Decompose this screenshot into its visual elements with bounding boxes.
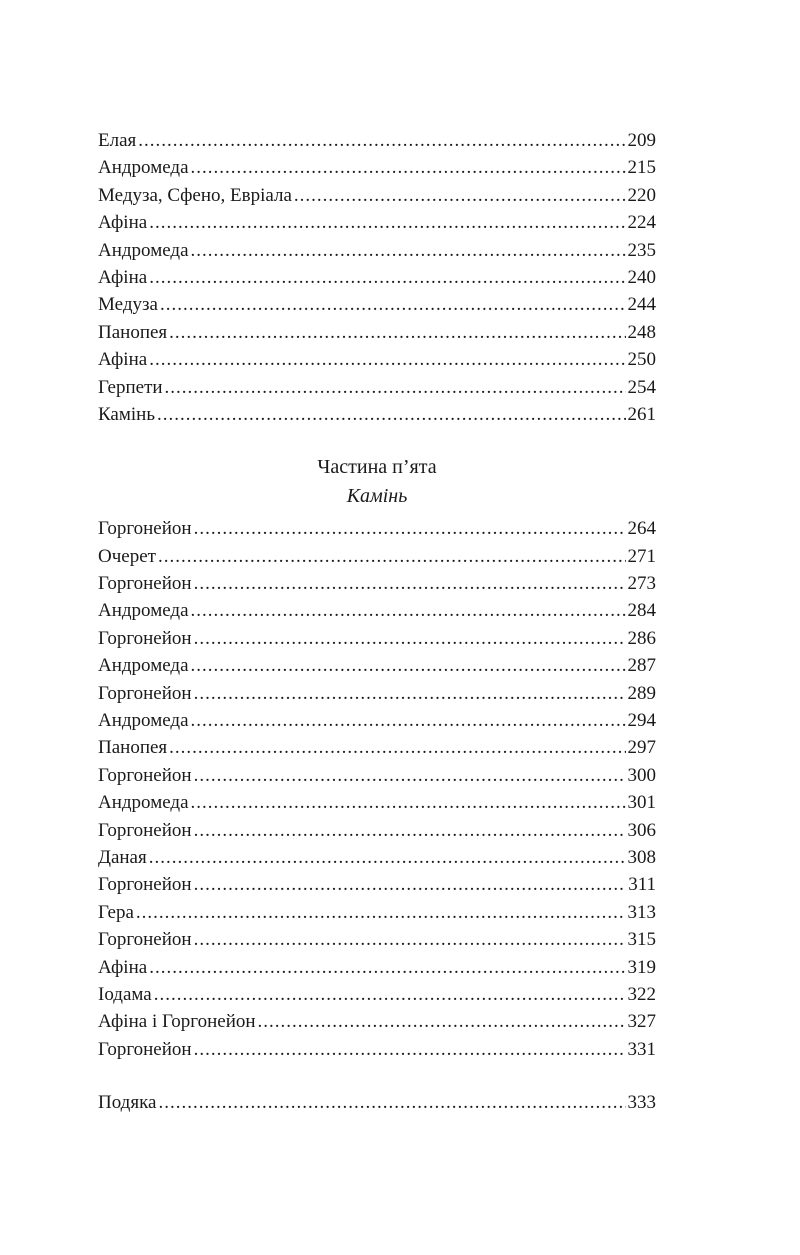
toc-entry-page: 235: [627, 239, 656, 261]
toc-entry-title: Камінь: [98, 403, 155, 425]
toc-entry-page: 306: [627, 819, 656, 841]
toc-entry[interactable]: [98, 1008, 656, 1035]
toc-entry-title: Андромеда: [98, 157, 189, 179]
toc-entry[interactable]: [98, 154, 656, 181]
toc-entry-title: Подяка: [98, 1092, 157, 1114]
toc-entry-title: Горгонейон: [98, 764, 192, 786]
toc-entry-page: 327: [627, 1011, 656, 1033]
toc-entry-title: Герпети: [98, 376, 163, 398]
toc-entry-title: Горгонейон: [98, 1038, 192, 1060]
toc-entry-title: Андромеда: [98, 600, 189, 622]
toc-entry-page: 289: [627, 682, 656, 704]
toc-leader-dots: [136, 899, 626, 926]
toc-entry-acknowledgements[interactable]: [98, 1089, 656, 1116]
toc-entry-page: 244: [627, 294, 656, 316]
toc-entry-title: Даная: [98, 846, 147, 868]
toc-leader-dots: [194, 817, 626, 844]
toc-leader-dots: [169, 734, 625, 761]
toc-entry-page: 315: [627, 929, 656, 951]
toc-entry[interactable]: [98, 1036, 656, 1063]
toc-entry[interactable]: [98, 871, 656, 898]
toc-list-part4: [98, 127, 656, 428]
toc-entry-page: 311: [628, 874, 656, 896]
toc-entry[interactable]: [98, 652, 656, 679]
toc-entry[interactable]: [98, 515, 656, 542]
toc-entry-title: Горгонейон: [98, 627, 192, 649]
toc-leader-dots: [258, 1008, 626, 1035]
toc-leader-dots: [149, 954, 625, 981]
toc-entry-page: 250: [627, 349, 656, 371]
toc-list-part5: [98, 515, 656, 1063]
toc-entry-page: 264: [627, 518, 656, 540]
toc-entry-title: Андромеда: [98, 655, 189, 677]
toc-entry-page: 240: [627, 266, 656, 288]
toc-leader-dots: [194, 871, 627, 898]
toc-entry-page: 286: [627, 627, 656, 649]
toc-entry[interactable]: [98, 817, 656, 844]
toc-entry-page: 301: [627, 792, 656, 814]
toc-leader-dots: [191, 707, 626, 734]
toc-entry-title: Очерет: [98, 545, 156, 567]
toc-entry-title: Андромеда: [98, 710, 189, 732]
toc-leader-dots: [294, 182, 626, 209]
toc-entry-title: Горгонейон: [98, 874, 192, 896]
toc-entry[interactable]: [98, 762, 656, 789]
toc-list-acknowledgements: [98, 1089, 656, 1116]
toc-entry-title: Елая: [98, 130, 137, 151]
toc-entry-title: Афіна: [98, 266, 148, 288]
toc-entry[interactable]: [98, 319, 656, 346]
toc-entry-page: 308: [627, 846, 656, 868]
toc-entry-page: 273: [627, 573, 656, 595]
toc-leader-dots: [154, 981, 626, 1008]
toc-entry[interactable]: [98, 625, 656, 652]
toc-leader-dots: [160, 291, 626, 318]
toc-entry-page: 287: [627, 655, 656, 677]
toc-entry[interactable]: [98, 209, 656, 236]
toc-leader-dots: [169, 319, 625, 346]
toc-entry-page: 322: [627, 983, 656, 1005]
toc-entry-page: 224: [627, 212, 656, 234]
toc-leader-dots: [158, 1089, 625, 1116]
toc-entry-page: 319: [627, 956, 656, 978]
toc-entry[interactable]: [98, 899, 656, 926]
toc-entry[interactable]: [98, 237, 656, 264]
toc-entry[interactable]: [98, 680, 656, 707]
toc-leader-dots: [165, 374, 626, 401]
toc-entry-title: Іодама: [98, 983, 152, 1005]
toc-entry-page: 284: [627, 600, 656, 622]
toc-entry-page: 271: [627, 545, 656, 567]
toc-entry-page: 333: [627, 1092, 656, 1114]
toc-leader-dots: [149, 346, 625, 373]
toc-page: [98, 127, 656, 1117]
toc-entry-title: Медуза, Сфено, Евріала: [98, 184, 292, 206]
toc-entry[interactable]: [98, 597, 656, 624]
toc-entry-title: Андромеда: [98, 792, 189, 814]
toc-leader-dots: [194, 515, 626, 542]
toc-entry[interactable]: [98, 789, 656, 816]
toc-entry[interactable]: [98, 291, 656, 318]
toc-entry-title: Горгонейон: [98, 682, 192, 704]
toc-entry[interactable]: [98, 182, 656, 209]
toc-leader-dots: [194, 570, 626, 597]
toc-leader-dots: [194, 762, 626, 789]
toc-entry-title: Панопея: [98, 321, 168, 343]
toc-entry-page: 209: [627, 130, 656, 151]
toc-leader-dots: [149, 209, 625, 236]
toc-leader-dots: [138, 127, 625, 154]
toc-entry-title: Горгонейон: [98, 518, 192, 540]
toc-leader-dots: [157, 401, 626, 428]
toc-entry[interactable]: [98, 543, 656, 570]
toc-entry-page: 215: [627, 157, 656, 179]
toc-entry-title: Горгонейон: [98, 819, 192, 841]
toc-entry[interactable]: [98, 401, 656, 428]
toc-leader-dots: [194, 625, 626, 652]
toc-entry-title: Панопея: [98, 737, 168, 759]
toc-entry-page: 254: [627, 376, 656, 398]
toc-leader-dots: [149, 264, 625, 291]
part-subtitle: Камінь: [346, 485, 408, 508]
toc-entry[interactable]: [98, 374, 656, 401]
toc-entry-title: Афіна і Горгонейон: [98, 1011, 256, 1033]
toc-leader-dots: [191, 597, 626, 624]
toc-leader-dots: [191, 652, 626, 679]
toc-entry-page: 248: [627, 321, 656, 343]
toc-leader-dots: [158, 543, 626, 570]
toc-leader-dots: [194, 1036, 626, 1063]
toc-entry-title: Афіна: [98, 956, 148, 978]
part-heading: [98, 454, 656, 511]
toc-entry[interactable]: [98, 981, 656, 1008]
toc-leader-dots: [191, 237, 626, 264]
toc-entry-page: 294: [627, 710, 656, 732]
toc-entry[interactable]: [98, 734, 656, 761]
toc-entry-title: Горгонейон: [98, 929, 192, 951]
toc-entry[interactable]: [98, 264, 656, 291]
toc-entry-title: Андромеда: [98, 239, 189, 261]
toc-leader-dots: [191, 789, 626, 816]
toc-entry-title: Гера: [98, 901, 134, 923]
toc-entry-title: Афіна: [98, 212, 148, 234]
part-title: Частина п’ята: [317, 456, 437, 479]
toc-leader-dots: [191, 154, 626, 181]
toc-entry-title: Горгонейон: [98, 573, 192, 595]
toc-leader-dots: [149, 844, 626, 871]
toc-entry-page: 220: [627, 184, 656, 206]
toc-leader-dots: [194, 680, 626, 707]
toc-entry[interactable]: [98, 926, 656, 953]
toc-entry-page: 300: [627, 764, 656, 786]
toc-entry-title: Медуза: [98, 294, 158, 316]
toc-entry[interactable]: [98, 954, 656, 981]
toc-entry[interactable]: [98, 707, 656, 734]
toc-entry[interactable]: [98, 346, 656, 373]
toc-entry-page: 261: [627, 403, 656, 425]
toc-entry-title: Афіна: [98, 349, 148, 371]
toc-entry[interactable]: [98, 844, 656, 871]
toc-entry-page: 297: [627, 737, 656, 759]
toc-entry-page: 331: [627, 1038, 656, 1060]
toc-entry[interactable]: [98, 570, 656, 597]
toc-entry[interactable]: [98, 127, 656, 154]
toc-leader-dots: [194, 926, 626, 953]
toc-entry-page: 313: [627, 901, 656, 923]
